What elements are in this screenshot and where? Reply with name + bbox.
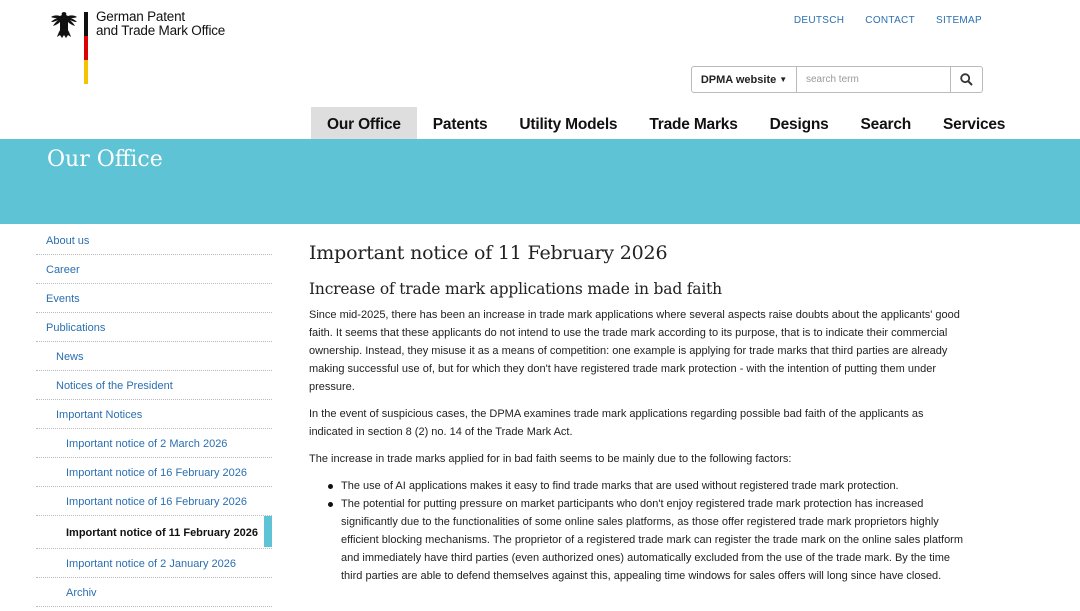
paragraph-intro: Since mid-2025, there has been an increase in trade mark applications where several aspects raise doubts about the applicants' good faith. It seems that these applicants do not intend to use the trade mark according to its purpose, that is to indicate their commercial ownership. Instead, they misuse it as a means of competition: one example is applying for trade marks that third parties are already making successful use of, but for which they don't have registered trade mark protection - with the intention of putting them under pressure.	[309, 309, 960, 393]
dpma-logo[interactable]	[50, 10, 250, 85]
search-scope-dropdown[interactable]: DPMA website ▼	[692, 67, 797, 92]
list-item: The potential for putting pressure on market participants who don't enjoy registered trade mark protection has increased significantly due to the functionalities of some online sales platforms, as those offer registered trade mark proprietors highly efficient blocking mechanisms. The proprietor of a registered trade mark can register the trade mark on the online sales platform and immediately have third parties (even authorized ones) automatically excluded from the use of the trade mark. By the time third parties are able to defend themselves against this, appealing time windows for sales offers will long since have closed.	[325, 495, 969, 585]
nav-trade-marks[interactable]: Trade Marks	[649, 116, 738, 133]
nav-designs[interactable]: Designs	[769, 116, 829, 133]
section-banner	[0, 139, 1080, 224]
sidebar-item-notice-2-march[interactable]: Important notice of 2 March 2026	[36, 429, 272, 458]
sidebar-item-news[interactable]: News	[36, 342, 272, 371]
section-title: Our Office	[47, 147, 163, 172]
sidebar-item-notice-16-february-b[interactable]: Important notice of 16 February 2026	[36, 487, 272, 516]
federal-eagle-icon	[50, 10, 78, 40]
nav-patents[interactable]: Patents	[432, 116, 488, 133]
sidebar-item-publications[interactable]: Publications	[36, 313, 272, 342]
sidebar-navigation	[36, 226, 272, 607]
caret-down-icon: ▼	[779, 75, 788, 84]
nav-services[interactable]: Services	[943, 116, 1006, 133]
search-input[interactable]	[797, 67, 950, 92]
paragraph-factors: The increase in trade marks applied for in bad faith seems to be mainly due to the following factors:	[309, 453, 792, 465]
sidebar-item-important-notices[interactable]: Important Notices	[36, 400, 272, 429]
sidebar-item-events[interactable]: Events	[36, 284, 272, 313]
nav-our-office[interactable]: Our Office	[311, 107, 417, 139]
sidebar-item-notice-11-february[interactable]: Important notice of 11 February 2026	[36, 516, 272, 549]
main-navigation	[311, 107, 1021, 139]
main-content	[309, 242, 969, 585]
factors-list	[309, 477, 969, 585]
nav-search[interactable]: Search	[860, 116, 912, 133]
sidebar-item-notices-president[interactable]: Notices of the President	[36, 371, 272, 400]
logo-text: German Patent and Trade Mark Office	[96, 9, 226, 38]
page-title: Important notice of 11 February 2026	[309, 242, 668, 264]
nav-utility-models[interactable]: Utility Models	[519, 116, 618, 133]
link-deutsch[interactable]: DEUTSCH	[793, 15, 845, 26]
article-subtitle: Increase of trade mark applications made in bad faith	[309, 280, 722, 298]
search-button[interactable]	[950, 67, 982, 92]
top-links	[773, 15, 982, 26]
sidebar-item-career[interactable]: Career	[36, 255, 272, 284]
sidebar-item-archiv[interactable]: Archiv	[36, 578, 272, 607]
paragraph-examination: In the event of suspicious cases, the DPMA examines trade mark applications regarding possible bad faith of the applicants as indicated in section 8 (2) no. 14 of the Trade Mark Act.	[309, 408, 924, 438]
sidebar-item-about-us[interactable]: About us	[36, 226, 272, 255]
link-contact[interactable]: CONTACT	[865, 15, 915, 26]
search-box	[691, 66, 983, 93]
sidebar-item-notice-2-january[interactable]: Important notice of 2 January 2026	[36, 549, 272, 578]
german-flag-stripe	[84, 12, 88, 84]
list-item: The use of AI applications makes it easy to find trade marks that are used without registered trade mark protection.	[325, 477, 969, 495]
link-sitemap[interactable]: SITEMAP	[936, 15, 982, 26]
search-icon	[960, 73, 973, 86]
sidebar-item-notice-16-february-a[interactable]: Important notice of 16 February 2026	[36, 458, 272, 487]
